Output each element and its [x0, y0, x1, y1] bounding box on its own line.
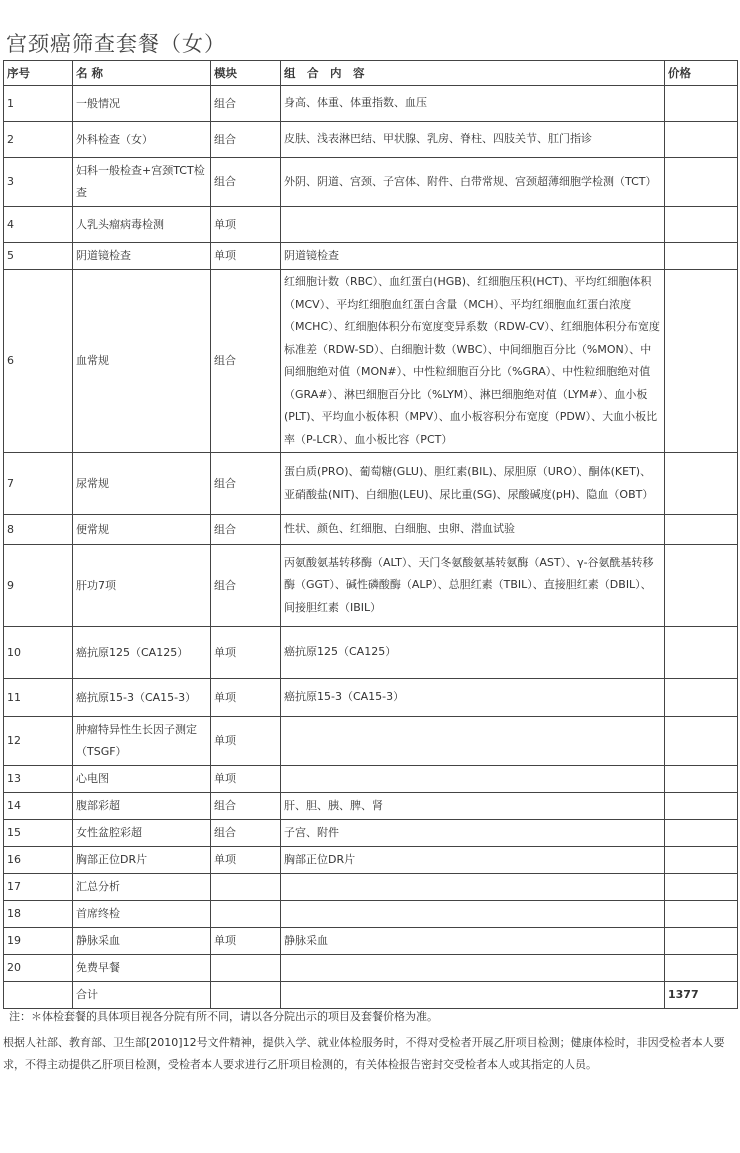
- table-row: [4, 928, 738, 955]
- row-seq: 10: [4, 627, 73, 679]
- table-row: [4, 717, 738, 766]
- row-content: 身高、体重、体重指数、血压: [281, 86, 665, 122]
- row-name: 静脉采血: [73, 928, 211, 955]
- row-content: [281, 955, 665, 982]
- row-content: 静脉采血: [281, 928, 665, 955]
- row-name: 腹部彩超: [73, 793, 211, 820]
- row-seq: 13: [4, 766, 73, 793]
- row-module: 组合: [211, 545, 281, 627]
- row-price: [665, 207, 738, 243]
- row-price: [665, 766, 738, 793]
- row-seq: 6: [4, 270, 73, 453]
- row-module: 组合: [211, 453, 281, 515]
- note-disclaimer: 注：＊体检套餐的具体项目视各分院有所不同，请以各分院出示的项目及套餐价格为准。: [9, 1010, 438, 1023]
- row-module: 组合: [211, 515, 281, 545]
- row-module: 单项: [211, 627, 281, 679]
- row-seq: 3: [4, 158, 73, 207]
- row-price: [665, 874, 738, 901]
- header-name: 名 称: [73, 61, 211, 86]
- table-row: [4, 122, 738, 158]
- table-row: [4, 158, 738, 207]
- row-seq: 1: [4, 86, 73, 122]
- row-price: [665, 545, 738, 627]
- header-module: 模块: [211, 61, 281, 86]
- row-price: [665, 270, 738, 453]
- row-module: [211, 874, 281, 901]
- row-name: 胸部正位DR片: [73, 847, 211, 874]
- row-module: 单项: [211, 928, 281, 955]
- row-seq: 2: [4, 122, 73, 158]
- row-name: 人乳头瘤病毒检测: [73, 207, 211, 243]
- table-header-row: [4, 61, 738, 86]
- row-name: 外科检查（女）: [73, 122, 211, 158]
- row-seq: 4: [4, 207, 73, 243]
- row-content: [281, 207, 665, 243]
- table-row: [4, 270, 738, 453]
- table-row: [4, 207, 738, 243]
- row-price: [665, 243, 738, 270]
- row-content: [281, 717, 665, 766]
- table-row: [4, 515, 738, 545]
- total-content-cell: [281, 982, 665, 1009]
- row-price: [665, 158, 738, 207]
- row-module: 单项: [211, 207, 281, 243]
- row-seq: 9: [4, 545, 73, 627]
- row-price: [665, 928, 738, 955]
- header-content: 组 合 内 容: [281, 61, 665, 86]
- row-name: 癌抗原125（CA125）: [73, 627, 211, 679]
- row-name: 妇科一般检查+宫颈TCT检查: [73, 158, 211, 207]
- row-seq: 19: [4, 928, 73, 955]
- row-content: [281, 766, 665, 793]
- row-name: 首席终检: [73, 901, 211, 928]
- row-module: 单项: [211, 847, 281, 874]
- row-seq: 7: [4, 453, 73, 515]
- row-content: 癌抗原15-3（CA15-3）: [281, 679, 665, 717]
- row-content: 胸部正位DR片: [281, 847, 665, 874]
- total-seq-cell: [4, 982, 73, 1009]
- row-content: 性状、颜色、红细胞、白细胞、虫卵、潜血试验: [281, 515, 665, 545]
- total-price: 1377: [665, 982, 738, 1009]
- table-row: [4, 793, 738, 820]
- row-name: 血常规: [73, 270, 211, 453]
- row-seq: 5: [4, 243, 73, 270]
- table-row: [4, 679, 738, 717]
- table-row: [4, 766, 738, 793]
- page-title: 宫颈癌筛查套餐（女）: [6, 32, 226, 56]
- row-content: 子宫、附件: [281, 820, 665, 847]
- row-content: [281, 901, 665, 928]
- row-module: 组合: [211, 122, 281, 158]
- row-price: [665, 515, 738, 545]
- row-module: 单项: [211, 243, 281, 270]
- row-seq: 8: [4, 515, 73, 545]
- row-price: [665, 679, 738, 717]
- row-seq: 16: [4, 847, 73, 874]
- row-name: 肝功7项: [73, 545, 211, 627]
- row-name: 女性盆腔彩超: [73, 820, 211, 847]
- row-content: [281, 874, 665, 901]
- row-module: 单项: [211, 717, 281, 766]
- row-name: 心电图: [73, 766, 211, 793]
- table-row: [4, 243, 738, 270]
- row-module: 组合: [211, 270, 281, 453]
- row-name: 便常规: [73, 515, 211, 545]
- row-name: 免费早餐: [73, 955, 211, 982]
- row-price: [665, 122, 738, 158]
- table-row: [4, 86, 738, 122]
- row-seq: 11: [4, 679, 73, 717]
- row-name: 癌抗原15-3（CA15-3）: [73, 679, 211, 717]
- row-module: [211, 901, 281, 928]
- total-row: [4, 982, 738, 1009]
- row-name: 汇总分析: [73, 874, 211, 901]
- table-row: [4, 874, 738, 901]
- row-name: 尿常规: [73, 453, 211, 515]
- notes-section: [3, 1006, 737, 1076]
- row-price: [665, 453, 738, 515]
- row-seq: 14: [4, 793, 73, 820]
- row-seq: 18: [4, 901, 73, 928]
- row-module: 组合: [211, 793, 281, 820]
- row-content: 肝、胆、胰、脾、肾: [281, 793, 665, 820]
- row-module: 组合: [211, 158, 281, 207]
- total-module-cell: [211, 982, 281, 1009]
- row-price: [665, 901, 738, 928]
- row-module: 单项: [211, 679, 281, 717]
- table-row: [4, 545, 738, 627]
- total-label: 合计: [73, 982, 211, 1009]
- row-content: 皮肤、浅表淋巴结、甲状腺、乳房、脊柱、四肢关节、肛门指诊: [281, 122, 665, 158]
- row-module: [211, 955, 281, 982]
- row-content: 蛋白质(PRO)、葡萄糖(GLU)、胆红素(BIL)、尿胆原（URO）、酮体(KET)、亚硝酸盐(NIT)、白细胞(LEU)、尿比重(SG)、尿酸碱度(pH)、隐血（OBT）: [281, 453, 665, 515]
- row-seq: 15: [4, 820, 73, 847]
- row-module: 组合: [211, 86, 281, 122]
- row-seq: 20: [4, 955, 73, 982]
- row-name: 一般情况: [73, 86, 211, 122]
- row-content: 红细胞计数（RBC）、血红蛋白(HGB)、红细胞压积(HCT)、平均红细胞体积（MCV）、平均红细胞血红蛋白含量（MCH）、平均红细胞血红蛋白浓度（MCHC）、红细胞体积分布宽度变异系数（RDW-CV）、红细胞体积分布宽度标准差（RDW-SD）、白细胞计数（WBC）、中间细胞百分比（%MON）、中间细胞绝对值（MON#）、中性粒细胞百分比（%GRA）、中性粒细胞绝对值（GRA#）、淋巴细胞百分比（%LYM）、淋巴细胞绝对值（LYM#）、血小板(PLT)、平均血小板体积（MPV）、血小板容积分布宽度（PDW）、大血小板比率（P-LCR）、血小板比容（PCT）: [281, 270, 665, 453]
- table-row: [4, 453, 738, 515]
- table-row: [4, 847, 738, 874]
- row-price: [665, 847, 738, 874]
- table-row: [4, 627, 738, 679]
- header-price: 价格: [665, 61, 738, 86]
- row-price: [665, 627, 738, 679]
- table-row: [4, 820, 738, 847]
- row-module: 单项: [211, 766, 281, 793]
- row-name: 阴道镜检查: [73, 243, 211, 270]
- header-seq: 序号: [4, 61, 73, 86]
- row-price: [665, 717, 738, 766]
- row-seq: 17: [4, 874, 73, 901]
- note-regulation: 根据人社部、教育部、卫生部[2010]12号文件精神，提供入学、就业体检服务时，不得对受检者开展乙肝项目检测；健康体检时，非因受检者本人要求，不得主动提供乙肝项目检测，受检者本人要求进行乙肝项目检测的，有关体检报告密封交受检者本人或其指定的人员。: [3, 1036, 725, 1071]
- table-row: [4, 901, 738, 928]
- row-content: 阴道镜检查: [281, 243, 665, 270]
- table-row: [4, 955, 738, 982]
- row-price: [665, 820, 738, 847]
- row-content: 丙氨酸氨基转移酶（ALT）、天门冬氨酸氨基转氨酶（AST）、γ-谷氨酰基转移酶（GGT）、碱性磷酸酶（ALP）、总胆红素（TBIL）、直接胆红素（DBIL）、间接胆红素（IBIL）: [281, 545, 665, 627]
- row-name: 肿瘤特异性生长因子测定（TSGF）: [73, 717, 211, 766]
- row-content: 癌抗原125（CA125）: [281, 627, 665, 679]
- package-table: [3, 60, 738, 1009]
- row-price: [665, 86, 738, 122]
- row-module: 组合: [211, 820, 281, 847]
- row-price: [665, 793, 738, 820]
- row-price: [665, 955, 738, 982]
- row-content: 外阴、阴道、宫颈、子宫体、附件、白带常规、宫颈超薄细胞学检测（TCT）: [281, 158, 665, 207]
- row-seq: 12: [4, 717, 73, 766]
